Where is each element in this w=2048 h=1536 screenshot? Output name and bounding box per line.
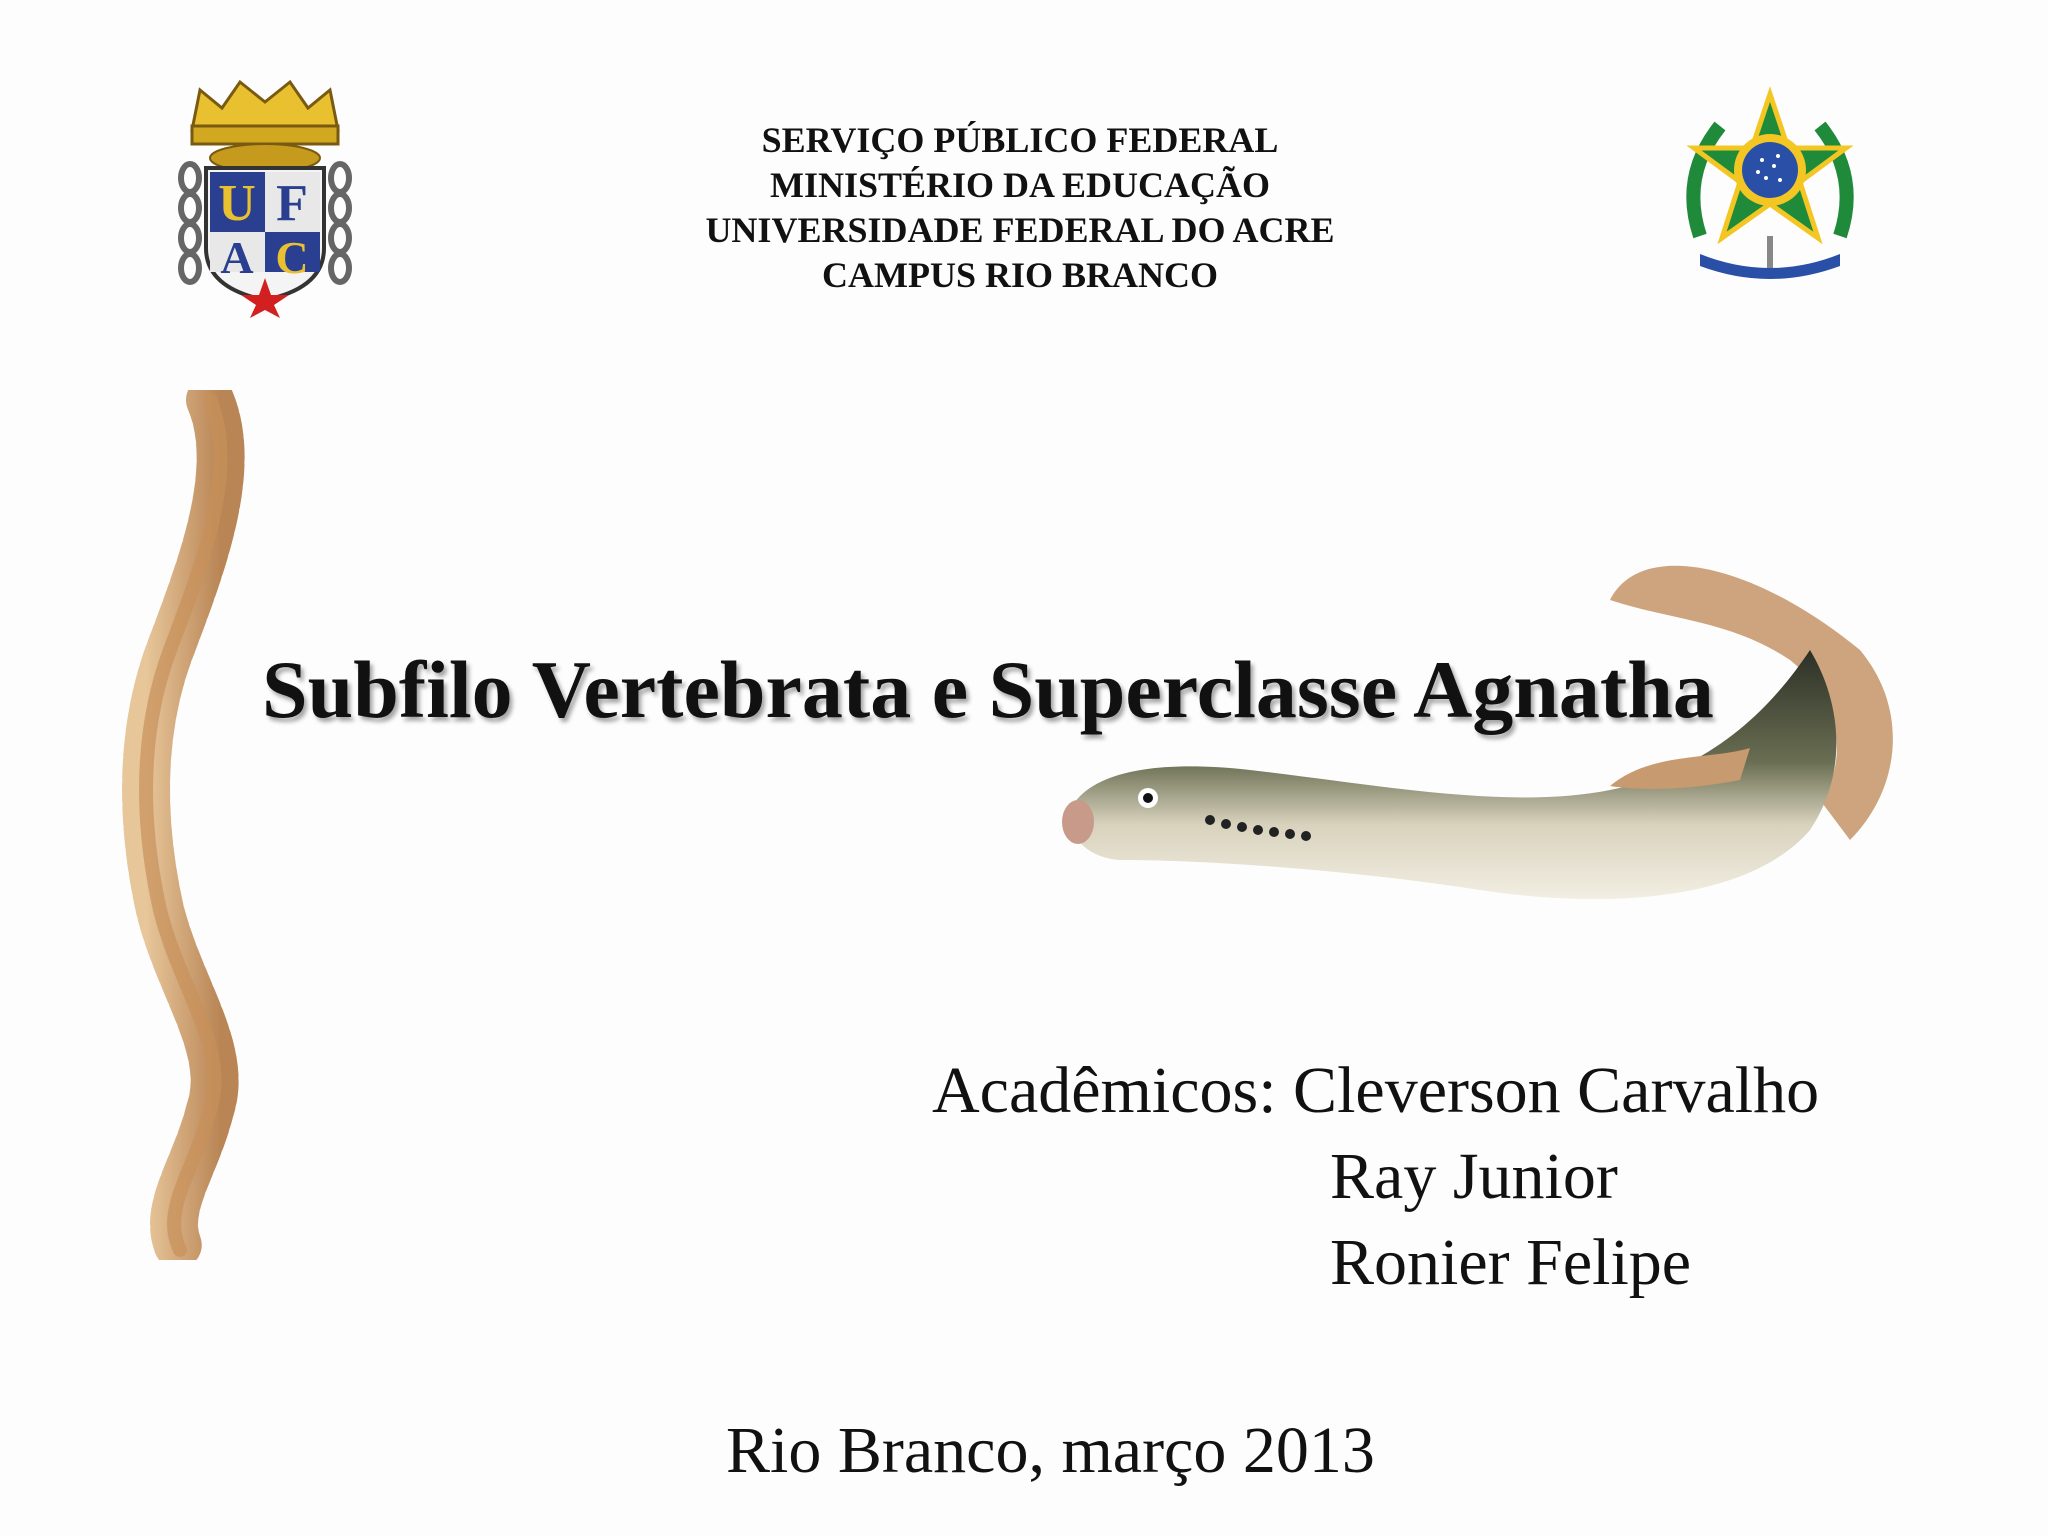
spine-illustration bbox=[100, 390, 290, 1260]
academics-label: Acadêmicos: bbox=[932, 1054, 1277, 1127]
header-line: SERVIÇO PÚBLICO FEDERAL bbox=[761, 120, 1279, 160]
academic-name: Ray Junior bbox=[1330, 1140, 1618, 1213]
academics-block bbox=[932, 1048, 2032, 1306]
svg-text:A: A bbox=[220, 232, 254, 283]
slide-title: Subfilo Vertebrata e Superclasse Agnatha bbox=[262, 644, 1714, 735]
footer-place-date: Rio Branco, março 2013 bbox=[726, 1414, 1375, 1487]
header-line: MINISTÉRIO DA EDUCAÇÃO bbox=[769, 165, 1271, 205]
svg-text:U: U bbox=[218, 175, 256, 232]
header-line: UNIVERSIDADE FEDERAL DO ACRE bbox=[705, 210, 1335, 250]
svg-text:F: F bbox=[276, 175, 308, 232]
header-block bbox=[560, 118, 1480, 298]
svg-text:C: C bbox=[275, 232, 309, 283]
brazil-coat-of-arms-icon bbox=[1670, 86, 1870, 286]
header-line: CAMPUS RIO BRANCO bbox=[822, 255, 1218, 295]
academics-row bbox=[932, 1048, 2032, 1134]
academic-name: Cleverson Carvalho bbox=[1293, 1054, 1820, 1127]
academic-name: Ronier Felipe bbox=[1330, 1226, 1692, 1299]
ufac-logo-icon bbox=[170, 68, 360, 318]
